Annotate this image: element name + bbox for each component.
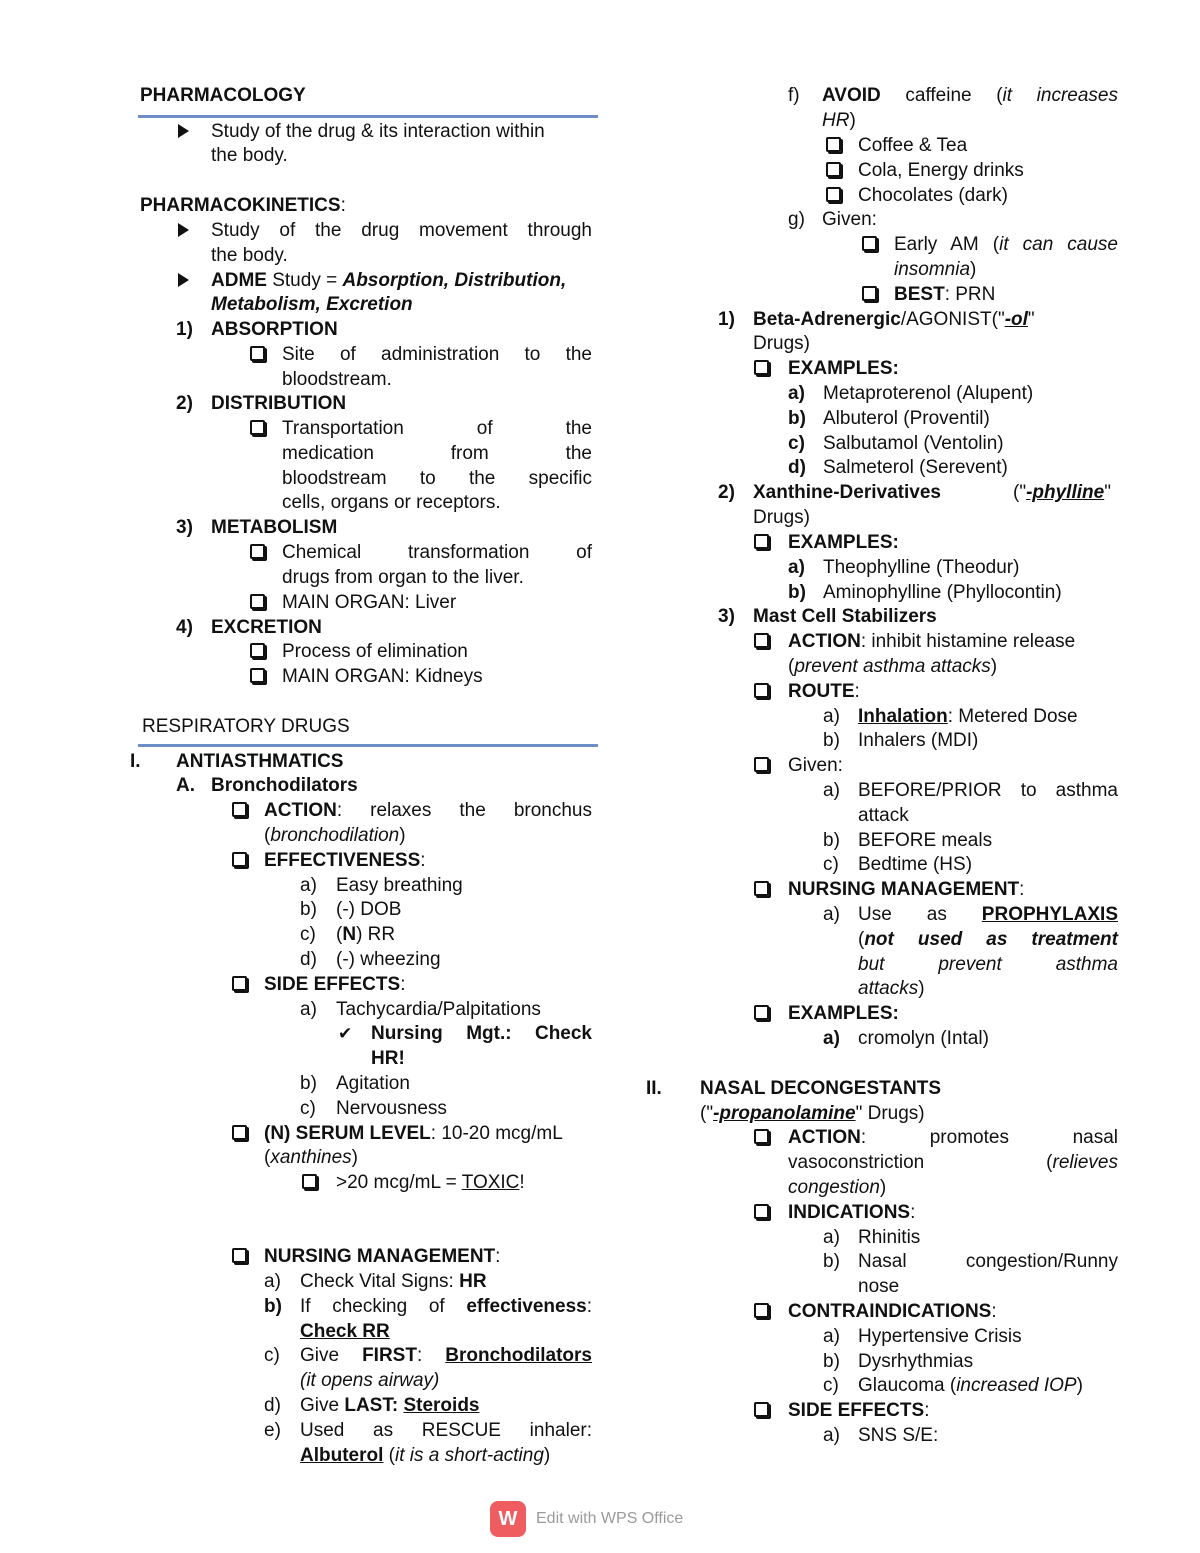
metabolism-heading: METABOLISM	[211, 517, 338, 538]
nd-side-effect-item: SNS S/E:	[858, 1425, 939, 1446]
checkbox-bullet	[754, 357, 769, 382]
checkbox-bullet-icon	[250, 594, 265, 609]
checkbox-bullet-icon	[862, 236, 877, 251]
checkbox-bullet-icon	[232, 1248, 247, 1263]
effectiveness-item: (N) RR	[336, 924, 396, 945]
checkbox-bullet	[232, 849, 247, 874]
beta-number: 1)	[718, 309, 735, 330]
route-item: Inhalers (MDI)	[858, 730, 979, 751]
arrow-bullet-icon	[178, 273, 189, 287]
pk-definition: Study of the drug movement through	[211, 220, 592, 241]
list-marker: b)	[300, 1073, 317, 1094]
excretion-organ: MAIN ORGAN: Kidneys	[282, 666, 483, 687]
list-marker: c)	[264, 1345, 280, 1366]
list-marker: b)	[788, 408, 806, 429]
checkbox-bullet	[302, 1171, 317, 1196]
mast-action-cont: (prevent asthma attacks)	[788, 656, 998, 677]
serum-level-line: (N) SERUM LEVEL: 10-20 mcg/mL	[264, 1123, 563, 1144]
checkbox-bullet	[250, 640, 265, 665]
xanthine-number: 2)	[718, 482, 735, 503]
bronchodilator-action-cont: (bronchodilation)	[264, 825, 406, 846]
list-marker: a)	[823, 1028, 840, 1049]
bullet-arrow	[178, 120, 189, 145]
checkbox-bullet	[754, 1126, 769, 1151]
pk-definition-cont: the body.	[211, 245, 288, 266]
respiratory-drugs-heading: RESPIRATORY DRUGS	[142, 716, 350, 737]
wps-logo-icon[interactable]: W	[490, 1501, 526, 1537]
nm-item-b-cont: Check RR	[300, 1321, 390, 1342]
nd-action: ACTION: promotes nasal	[788, 1127, 1118, 1148]
list-marker: a)	[264, 1271, 281, 1292]
checkbox-bullet	[250, 417, 265, 442]
beta-adrenergic-cont: Drugs)	[753, 333, 811, 354]
contraindication-item: Glaucoma (increased IOP)	[858, 1375, 1083, 1396]
checkbox-bullet-icon	[754, 881, 769, 896]
list-marker: b)	[823, 1251, 840, 1272]
bullet-arrow	[178, 269, 189, 294]
checkbox-bullet	[754, 630, 769, 655]
xanthine-example: Theophylline (Theodur)	[823, 557, 1020, 578]
checkbox-bullet-icon	[754, 1204, 769, 1219]
checkbox-bullet-icon	[302, 1174, 317, 1189]
checkbox-bullet	[754, 1399, 769, 1424]
checkbox-bullet-icon	[250, 544, 265, 559]
metabolism-organ: MAIN ORGAN: Liver	[282, 592, 457, 613]
indication-item-cont: nose	[858, 1276, 900, 1297]
prophylaxis-line-4: attacks)	[858, 978, 925, 999]
nm-item-c-cont: (it opens airway)	[300, 1370, 440, 1391]
nm-item-e: Used as RESCUE inhaler:	[300, 1420, 592, 1441]
xanthine-examples-heading: EXAMPLES:	[788, 532, 899, 553]
given-best: BEST: PRN	[894, 284, 996, 305]
nasal-decongestants-suffix: ("-propanolamine" Drugs)	[700, 1103, 925, 1124]
indications-heading: INDICATIONS:	[788, 1202, 916, 1223]
checkbox-bullet-icon	[250, 346, 265, 361]
checkbox-bullet-icon	[754, 1303, 769, 1318]
nursing-management-heading: NURSING MANAGEMENT:	[264, 1246, 501, 1267]
contraindications-heading: CONTRAINDICATIONS:	[788, 1301, 997, 1322]
checkbox-bullet-icon	[250, 420, 265, 435]
beta-adrenergic-heading: Beta-Adrenergic/AGONIST("-ol"	[753, 309, 1035, 330]
checkbox-bullet-icon	[250, 668, 265, 683]
list-marker: b)	[823, 730, 840, 751]
checkbox-bullet	[232, 973, 247, 998]
checkbox-bullet-icon	[232, 1125, 247, 1140]
checkbox-bullet	[754, 754, 769, 779]
checkbox-bullet	[754, 878, 769, 903]
checkbox-bullet-icon	[826, 187, 841, 202]
list-marker: a)	[788, 557, 805, 578]
checkbox-bullet	[250, 591, 265, 616]
given-early-am-cont: insomnia)	[894, 259, 977, 280]
serum-level-cont: (xanthines)	[264, 1147, 358, 1168]
section-one-number: I.	[130, 751, 141, 772]
bullet-arrow	[178, 219, 189, 244]
list-marker: b)	[264, 1296, 282, 1317]
checkbox-bullet	[754, 1201, 769, 1226]
checkbox-bullet	[232, 1245, 247, 1270]
bronchodilator-action: ACTION: relaxes the bronchus	[264, 800, 592, 821]
checkbox-bullet-icon	[754, 360, 769, 375]
checkbox-bullet-icon	[232, 976, 247, 991]
absorption-heading: ABSORPTION	[211, 319, 338, 340]
beta-example: Albuterol (Proventil)	[823, 408, 990, 429]
metabolism-text-cont: drugs from organ to the liver.	[282, 567, 524, 588]
checkbox-bullet-icon	[826, 137, 841, 152]
section-two-number: II.	[646, 1078, 662, 1099]
caffeine-item: Chocolates (dark)	[858, 185, 1008, 206]
avoid-caffeine: AVOID caffeine (it increases	[822, 85, 1118, 106]
list-marker: a)	[823, 1425, 840, 1446]
given-item-cont: attack	[858, 805, 909, 826]
side-effects-heading: SIDE EFFECTS:	[264, 974, 406, 995]
checkbox-bullet-icon	[754, 633, 769, 648]
pharmacology-definition-cont: the body.	[211, 145, 288, 166]
checkbox-bullet	[826, 134, 841, 159]
distribution-text: Transportation of the	[282, 418, 592, 439]
heading-underline	[138, 744, 598, 747]
distribution-text-2: medication from the	[282, 443, 592, 464]
beta-example: Metaproterenol (Alupent)	[823, 383, 1034, 404]
absorption-text: Site of administration to the	[282, 344, 592, 365]
arrow-bullet-icon	[178, 223, 189, 237]
checkbox-bullet	[754, 1300, 769, 1325]
checkbox-bullet	[862, 283, 877, 308]
nm-item-d: Give LAST: Steroids	[300, 1395, 480, 1416]
checkbox-bullet-icon	[862, 286, 877, 301]
antiasthmatics-heading: ANTIASTHMATICS	[176, 751, 344, 772]
adme-line-cont: Metabolism, Excretion	[211, 294, 413, 315]
nm-item-c: Give FIRST: Bronchodilators	[300, 1345, 592, 1366]
checkbox-bullet	[754, 680, 769, 705]
indication-item: Rhinitis	[858, 1227, 921, 1248]
list-marker: a)	[823, 780, 840, 801]
excretion-heading: EXCRETION	[211, 617, 322, 638]
list-marker: d)	[300, 949, 317, 970]
pharmacology-definition: Study of the drug & its interaction within	[211, 121, 545, 142]
beta-examples-heading: EXAMPLES:	[788, 358, 899, 379]
nm-item-a: Check Vital Signs: HR	[300, 1271, 487, 1292]
distribution-text-3: bloodstream to the specific	[282, 468, 592, 489]
checkmark-icon: ✔	[338, 1024, 353, 1043]
given-item: BEFORE meals	[858, 830, 993, 851]
excretion-number: 4)	[176, 617, 193, 638]
list-marker: a)	[823, 706, 840, 727]
mast-given-heading: Given:	[788, 755, 843, 776]
prophylaxis-line-2: (not used as treatment	[858, 929, 1118, 950]
checkbox-bullet-icon	[754, 757, 769, 772]
route-heading: ROUTE:	[788, 681, 860, 702]
effectiveness-item: (-) DOB	[336, 899, 402, 920]
list-marker: b)	[788, 582, 806, 603]
list-marker: g)	[788, 209, 805, 230]
list-marker: f)	[788, 85, 800, 106]
checkbox-bullet-icon	[250, 643, 265, 658]
side-effect-item: Nervousness	[336, 1098, 447, 1119]
pharmacokinetics-heading: PHARMACOKINETICS:	[140, 195, 346, 216]
list-marker: a)	[823, 1227, 840, 1248]
list-marker: e)	[264, 1420, 281, 1441]
checkmark-bullet	[338, 1022, 352, 1047]
list-marker: c)	[300, 1098, 316, 1119]
metabolism-number: 3)	[176, 517, 193, 538]
caffeine-item: Cola, Energy drinks	[858, 160, 1024, 181]
caffeine-item: Coffee & Tea	[858, 135, 968, 156]
xanthine-cont: Drugs)	[753, 507, 811, 528]
side-effect-item: Tachycardia/Palpitations	[336, 999, 541, 1020]
checkbox-bullet-icon	[232, 802, 247, 817]
nursing-mgt-check-cont: HR!	[371, 1048, 405, 1069]
effectiveness-heading: EFFECTIVENESS:	[264, 850, 426, 871]
arrow-bullet-icon	[178, 124, 189, 138]
checkbox-bullet-icon	[754, 1129, 769, 1144]
list-marker: b)	[823, 830, 840, 851]
checkbox-bullet-icon	[754, 534, 769, 549]
given-item: Bedtime (HS)	[858, 854, 973, 875]
absorption-text-cont: bloodstream.	[282, 369, 392, 390]
checkbox-bullet-icon	[826, 162, 841, 177]
nm-item-e-cont: Albuterol (it is a short-acting)	[300, 1445, 551, 1466]
nasal-decongestants-heading: NASAL DECONGESTANTS	[700, 1078, 942, 1099]
effectiveness-item: Easy breathing	[336, 875, 463, 896]
adme-line: ADME Study = Absorption, Distribution,	[211, 270, 567, 291]
effectiveness-item: (-) wheezing	[336, 949, 441, 970]
nd-side-effects-heading: SIDE EFFECTS:	[788, 1400, 930, 1421]
list-marker: a)	[823, 1326, 840, 1347]
wps-watermark[interactable]	[490, 1500, 683, 1538]
prophylaxis-line-3: but prevent asthma	[858, 954, 1118, 975]
checkbox-bullet-icon	[754, 1005, 769, 1020]
checkbox-bullet	[826, 184, 841, 209]
mast-action: ACTION: inhibit histamine release	[788, 631, 1076, 652]
checkbox-bullet	[754, 1002, 769, 1027]
checkbox-bullet-icon	[754, 1402, 769, 1417]
indication-item: Nasal congestion/Runny	[858, 1251, 1118, 1272]
list-marker: b)	[823, 1351, 840, 1372]
xanthine-example: Aminophylline (Phyllocontin)	[823, 582, 1062, 603]
checkbox-bullet	[250, 541, 265, 566]
checkbox-bullet	[250, 343, 265, 368]
list-marker: c)	[823, 1375, 839, 1396]
distribution-text-4: cells, organs or receptors.	[282, 492, 501, 513]
list-marker: a)	[788, 383, 805, 404]
wps-watermark-text[interactable]: Edit with WPS Office	[536, 1510, 684, 1527]
checkbox-bullet-icon	[232, 852, 247, 867]
prophylaxis-line: Use as PROPHYLAXIS	[858, 904, 1118, 925]
nursing-mgt-check: Nursing Mgt.: Check	[371, 1023, 592, 1044]
list-marker: c)	[300, 924, 316, 945]
toxic-level: >20 mcg/mL = TOXIC!	[336, 1172, 525, 1193]
checkbox-bullet-icon	[754, 683, 769, 698]
checkbox-bullet	[862, 233, 877, 258]
contraindication-item: Dysrhythmias	[858, 1351, 974, 1372]
absorption-number: 1)	[176, 319, 193, 340]
beta-example: Salmeterol (Serevent)	[823, 457, 1008, 478]
checkbox-bullet	[826, 159, 841, 184]
mast-example: cromolyn (Intal)	[858, 1028, 989, 1049]
pharmacology-heading: PHARMACOLOGY	[140, 85, 306, 106]
list-marker: d)	[788, 457, 806, 478]
beta-example: Salbutamol (Ventolin)	[823, 433, 1004, 454]
list-marker: d)	[264, 1395, 281, 1416]
nd-action-2: vasoconstriction (relieves	[788, 1152, 1118, 1173]
route-item: Inhalation: Metered Dose	[858, 706, 1078, 727]
given-early-am: Early AM (it can cause	[894, 234, 1118, 255]
mast-nursing-management: NURSING MANAGEMENT:	[788, 879, 1025, 900]
list-marker: c)	[788, 433, 805, 454]
given-item: BEFORE/PRIOR to asthma	[858, 780, 1118, 801]
mast-cell-number: 3)	[718, 606, 735, 627]
heading-underline	[138, 115, 598, 118]
nm-item-b: If checking of effectiveness:	[300, 1296, 592, 1317]
nd-action-3: congestion)	[788, 1177, 887, 1198]
checkbox-bullet	[250, 665, 265, 690]
checkbox-bullet	[232, 1122, 247, 1147]
contraindication-item: Hypertensive Crisis	[858, 1326, 1022, 1347]
bronchodilators-letter: A.	[176, 775, 195, 796]
list-marker: a)	[300, 999, 317, 1020]
side-effect-item: Agitation	[336, 1073, 410, 1094]
distribution-heading: DISTRIBUTION	[211, 393, 347, 414]
list-marker: a)	[300, 875, 317, 896]
checkbox-bullet	[232, 799, 247, 824]
avoid-caffeine-cont: HR)	[822, 110, 856, 131]
mast-examples-heading: EXAMPLES:	[788, 1003, 899, 1024]
mast-cell-heading: Mast Cell Stabilizers	[753, 606, 937, 627]
list-marker: c)	[823, 854, 839, 875]
excretion-text: Process of elimination	[282, 641, 468, 662]
xanthine-heading: Xanthine-Derivatives	[753, 482, 941, 503]
checkbox-bullet	[754, 531, 769, 556]
given-heading: Given:	[822, 209, 877, 230]
metabolism-text: Chemical transformation of	[282, 542, 592, 563]
bronchodilators-heading: Bronchodilators	[211, 775, 358, 796]
list-marker: a)	[823, 904, 840, 925]
list-marker: b)	[300, 899, 317, 920]
xanthine-suffix: ("-phylline"	[1013, 482, 1111, 503]
distribution-number: 2)	[176, 393, 193, 414]
